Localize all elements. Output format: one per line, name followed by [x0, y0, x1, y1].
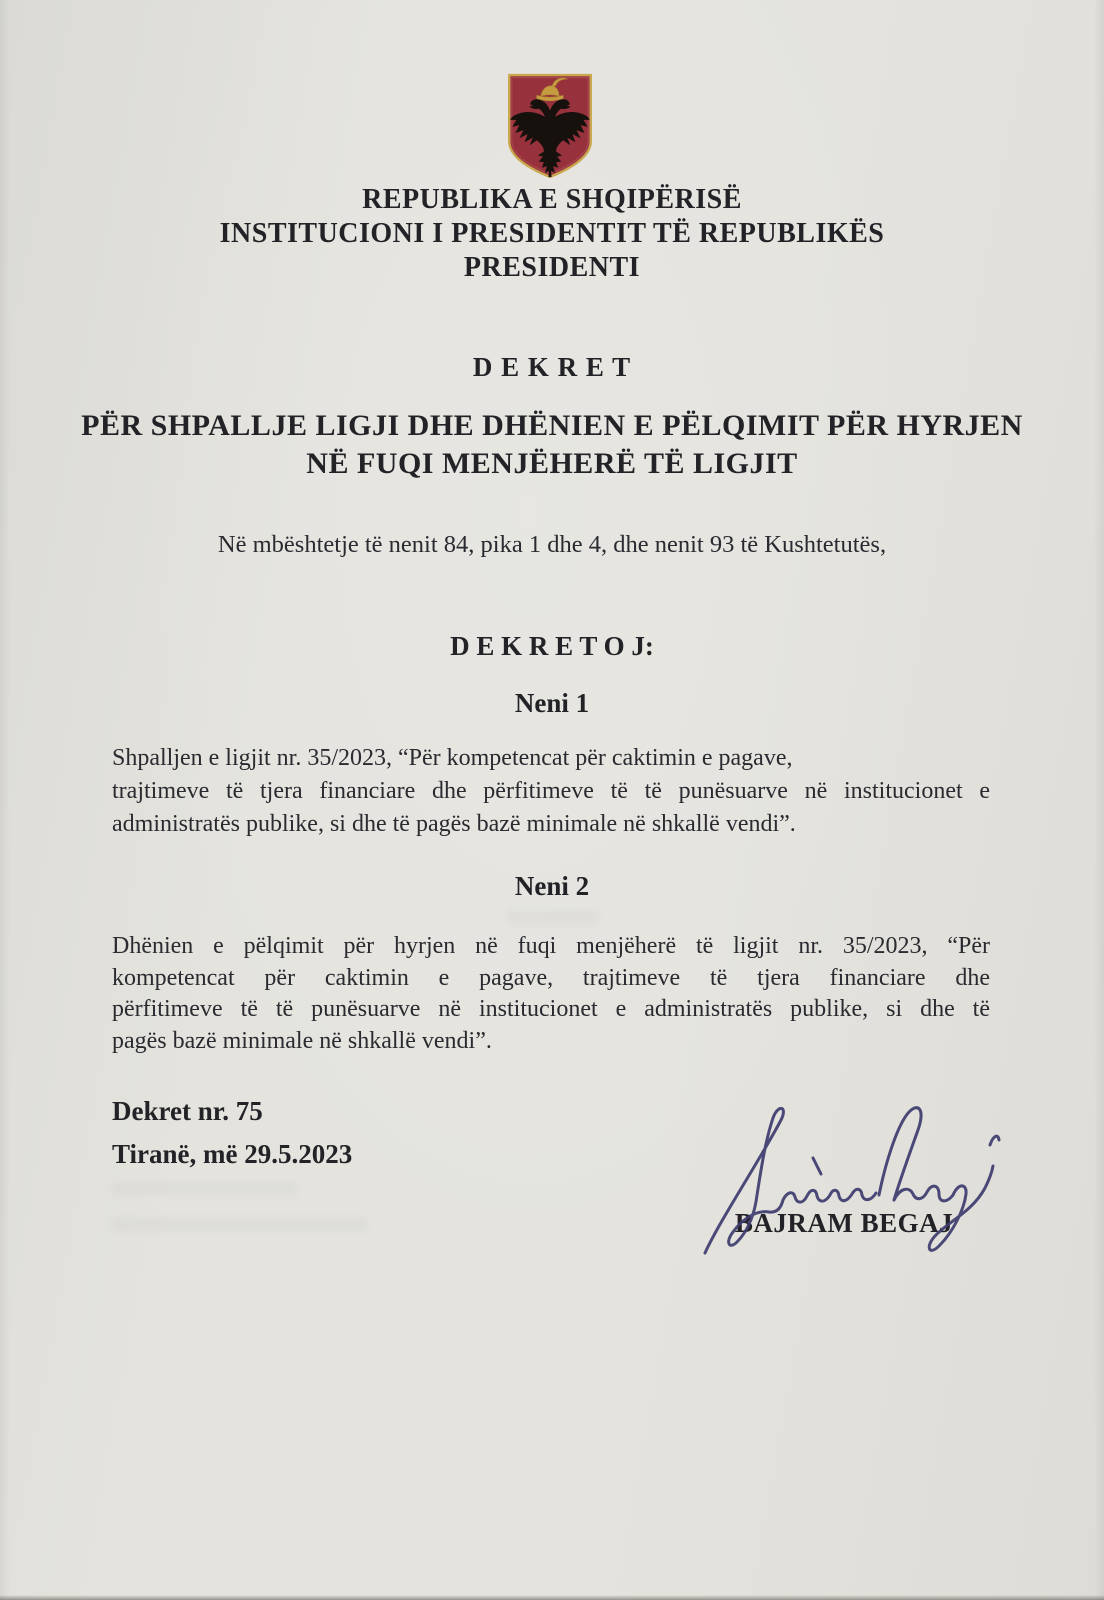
albania-coat-of-arms-icon: [505, 72, 595, 180]
paper-edge-shadow: [1094, 0, 1104, 1600]
decree-title-line2: NË FUQI MENJËHERË TË LIGJIT: [306, 447, 798, 480]
article-1-line: administratës publike, si dhe të pagës bazë minimale në shkallë vendi”.: [112, 811, 796, 837]
place-and-date: Tiranë, më 29.5.2023: [112, 1139, 353, 1169]
bleed-through-smudge: [112, 1182, 297, 1196]
enacting-formula: D E K R E T O J:: [450, 631, 654, 661]
signature-tick: [990, 1136, 999, 1145]
bleed-through-smudge: [507, 910, 599, 925]
paper-bottom-edge: [0, 1595, 1104, 1600]
letterhead-line-institution: INSTITUCIONI I PRESIDENTIT TË REPUBLIKËS: [219, 218, 885, 249]
bleed-through-smudge: [112, 1218, 367, 1232]
article-2-line: kompetencat për caktimin e pagave, trajtimeve të tjera financiare dhe: [112, 964, 990, 991]
letterhead-line-president: PRESIDENTI: [463, 252, 641, 283]
paper-edge-shadow: [0, 0, 10, 1600]
article-1-text: [112, 742, 990, 841]
article-2-line: pagës bazë minimale në shkallë vendi”.: [112, 1027, 492, 1054]
decree-number: Dekret nr. 75: [112, 1096, 263, 1126]
article-2-text: [112, 931, 990, 1057]
letterhead-line-republic: REPUBLIKA E SHQIPËRISË: [362, 184, 742, 215]
preamble: Në mbështetje të nenit 84, pika 1 dhe 4, dhe nenit 93 të Kushtetutës,: [217, 531, 887, 558]
article-1-line: trajtimeve të tjera financiare dhe përfitimeve të të punësuarve në institucionet e: [112, 778, 990, 804]
decree-title-line1: PËR SHPALLJE LIGJI DHE DHËNIEN E PËLQIMIT PËR HYRJEN: [81, 409, 1023, 442]
article-2-line: Dhënien e pëlqimit për hyrjen në fuqi menjëherë të ligjit nr. 35/2023, “Për: [112, 933, 990, 959]
signer-name: BAJRAM BEGAJ: [734, 1208, 954, 1238]
letterhead: [0, 183, 1104, 285]
decree-kicker: D E K R E T: [472, 352, 632, 382]
article-1-line: Shpalljen e ligjit nr. 35/2023, “Për kompetencat për caktimin e pagave,: [112, 745, 793, 771]
signature-handwritten: [685, 1100, 1017, 1266]
article-1-heading: Neni 1: [514, 688, 590, 718]
decree-title: [0, 407, 1104, 483]
article-2-line: përfitimeve të të punësuarve në institucionet e administratës publike, si dhe të: [112, 996, 990, 1022]
article-2-heading: Neni 2: [514, 871, 590, 901]
